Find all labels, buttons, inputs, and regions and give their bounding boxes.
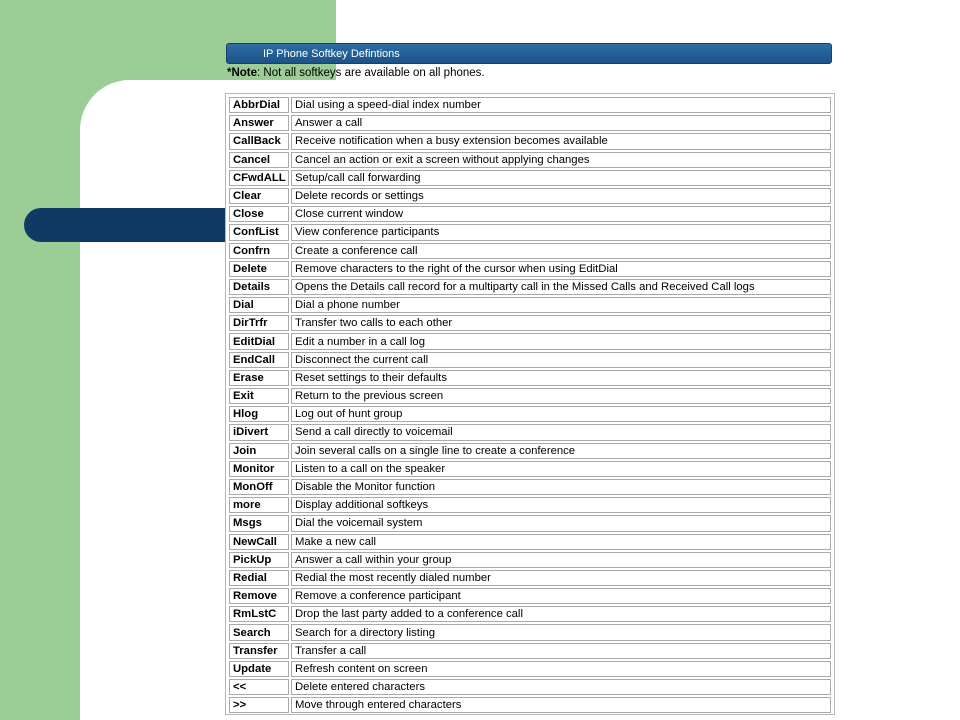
softkey-name: Exit: [229, 388, 289, 404]
table-row: [229, 552, 831, 568]
softkey-description: Close current window: [291, 206, 831, 222]
softkey-description: Make a new call: [291, 534, 831, 550]
softkey-name: CallBack: [229, 133, 289, 149]
softkey-description: Move through entered characters: [291, 697, 831, 713]
softkey-description: Cancel an action or exit a screen without applying changes: [291, 152, 831, 168]
softkey-description: Listen to a call on the speaker: [291, 461, 831, 477]
softkey-description: Opens the Details call record for a multiparty call in the Missed Calls and Received Call logs: [291, 279, 831, 295]
softkey-description: Transfer a call: [291, 643, 831, 659]
decor-navy-bar: [24, 208, 228, 242]
softkey-name: Delete: [229, 261, 289, 277]
table-row: [229, 606, 831, 622]
softkey-description: Join several calls on a single line to create a conference: [291, 443, 831, 459]
softkey-description: Return to the previous screen: [291, 388, 831, 404]
table-row: [229, 443, 831, 459]
softkey-name: DirTrfr: [229, 315, 289, 331]
table-row: [229, 497, 831, 513]
softkey-name: NewCall: [229, 534, 289, 550]
softkey-description: Search for a directory listing: [291, 624, 831, 640]
table-row: [229, 315, 831, 331]
softkey-name: EndCall: [229, 352, 289, 368]
softkey-name: ConfList: [229, 224, 289, 240]
softkey-name: Hlog: [229, 406, 289, 422]
table-row: [229, 115, 831, 131]
softkey-description: Reset settings to their defaults: [291, 370, 831, 386]
table-row: [229, 388, 831, 404]
table-row: [229, 297, 831, 313]
softkey-table-body: [229, 97, 831, 713]
table-row: [229, 261, 831, 277]
softkey-name: Dial: [229, 297, 289, 313]
softkey-name: Transfer: [229, 643, 289, 659]
table-row: [229, 97, 831, 113]
softkey-name: Update: [229, 661, 289, 677]
softkey-table-container: [225, 93, 835, 715]
table-row: [229, 224, 831, 240]
table-row: [229, 279, 831, 295]
softkey-name: Msgs: [229, 515, 289, 531]
softkey-name: Cancel: [229, 152, 289, 168]
softkey-description: Create a conference call: [291, 243, 831, 259]
softkey-description: Refresh content on screen: [291, 661, 831, 677]
softkey-description: Setup/call call forwarding: [291, 170, 831, 186]
softkey-description: Receive notification when a busy extension becomes available: [291, 133, 831, 149]
table-row: [229, 588, 831, 604]
table-row: [229, 534, 831, 550]
softkey-name: RmLstC: [229, 606, 289, 622]
note-prefix: *Note: [227, 67, 258, 79]
softkey-table: [227, 95, 833, 715]
table-row: [229, 461, 831, 477]
table-row: [229, 515, 831, 531]
softkey-description: Answer a call within your group: [291, 552, 831, 568]
softkey-name: <<: [229, 679, 289, 695]
table-row: [229, 479, 831, 495]
table-row: [229, 152, 831, 168]
softkey-name: >>: [229, 697, 289, 713]
table-row: [229, 333, 831, 349]
softkey-description: Delete records or settings: [291, 188, 831, 204]
table-row: [229, 352, 831, 368]
table-row: [229, 243, 831, 259]
softkey-description: Remove a conference participant: [291, 588, 831, 604]
table-title-banner: [226, 43, 832, 64]
softkey-name: Clear: [229, 188, 289, 204]
softkey-description: Send a call directly to voicemail: [291, 424, 831, 440]
table-row: [229, 370, 831, 386]
table-row: [229, 406, 831, 422]
softkey-name: Remove: [229, 588, 289, 604]
softkey-name: Search: [229, 624, 289, 640]
softkey-description: Disconnect the current call: [291, 352, 831, 368]
table-row: [229, 170, 831, 186]
table-row: [229, 424, 831, 440]
table-row: [229, 188, 831, 204]
table-row: [229, 133, 831, 149]
softkey-name: AbbrDial: [229, 97, 289, 113]
softkey-name: Erase: [229, 370, 289, 386]
softkey-description: View conference participants: [291, 224, 831, 240]
table-row: [229, 206, 831, 222]
table-row: [229, 570, 831, 586]
softkey-name: Answer: [229, 115, 289, 131]
table-row: [229, 661, 831, 677]
softkey-description: Dial a phone number: [291, 297, 831, 313]
softkey-description: Answer a call: [291, 115, 831, 131]
softkey-name: more: [229, 497, 289, 513]
softkey-name: Monitor: [229, 461, 289, 477]
softkey-description: Delete entered characters: [291, 679, 831, 695]
decor-green-band-left: [0, 80, 80, 720]
table-row: [229, 624, 831, 640]
softkey-name: EditDial: [229, 333, 289, 349]
softkey-name: MonOff: [229, 479, 289, 495]
softkey-description: Transfer two calls to each other: [291, 315, 831, 331]
note-line: [227, 67, 485, 79]
note-text: : Not all softkeys are available on all phones.: [257, 67, 485, 79]
softkey-description: Dial the voicemail system: [291, 515, 831, 531]
softkey-description: Display additional softkeys: [291, 497, 831, 513]
softkey-name: iDivert: [229, 424, 289, 440]
softkey-description: Redial the most recently dialed number: [291, 570, 831, 586]
softkey-name: Redial: [229, 570, 289, 586]
softkey-description: Drop the last party added to a conference call: [291, 606, 831, 622]
softkey-description: Dial using a speed-dial index number: [291, 97, 831, 113]
softkey-name: PickUp: [229, 552, 289, 568]
softkey-description: Disable the Monitor function: [291, 479, 831, 495]
table-row: [229, 679, 831, 695]
decor-curve: [80, 80, 130, 130]
softkey-name: CFwdALL: [229, 170, 289, 186]
softkey-description: Remove characters to the right of the cursor when using EditDial: [291, 261, 831, 277]
softkey-name: Details: [229, 279, 289, 295]
softkey-description: Edit a number in a call log: [291, 333, 831, 349]
softkey-name: Confrn: [229, 243, 289, 259]
softkey-name: Close: [229, 206, 289, 222]
softkey-name: Join: [229, 443, 289, 459]
table-row: [229, 697, 831, 713]
table-title: IP Phone Softkey Defintions: [263, 48, 400, 60]
table-row: [229, 643, 831, 659]
softkey-description: Log out of hunt group: [291, 406, 831, 422]
